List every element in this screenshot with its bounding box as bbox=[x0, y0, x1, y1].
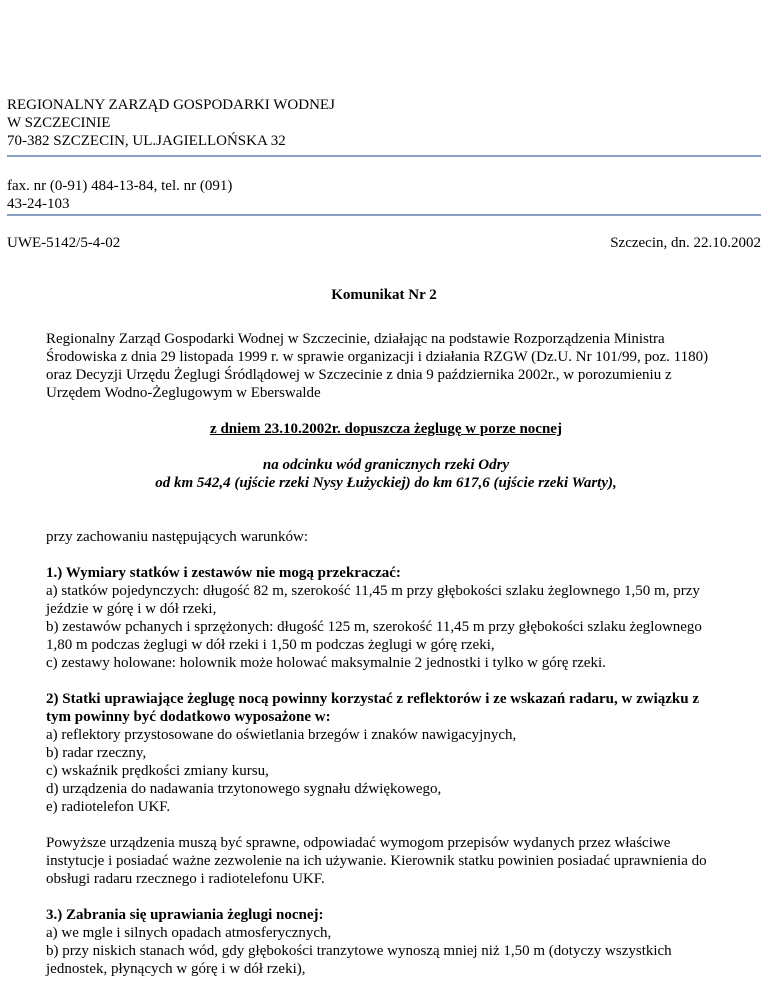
divider-bottom bbox=[7, 214, 761, 216]
reference-number: UWE-5142/5-4-02 bbox=[7, 235, 121, 251]
list-item: a) reflektory przystosowane do oświetlania brzegów i znaków nawigacyjnych, bbox=[46, 727, 517, 743]
list-item: b) zestawów pchanych i sprzężonych: długość 125 m, szerokość 11,45 m przy głębokości szlaku żeglownego 1,80 m podczas żeglugi w dół rzeki i 1,50 m podczas żeglugi w górę rzeki, bbox=[46, 619, 702, 653]
conditions-intro: przy zachowaniu następujących warunków: bbox=[46, 529, 308, 545]
section-heading: 2) Statki uprawiające żeglugę nocą powinny korzystać z reflektorów i ze wskazań radaru, w związku z tym powinny być dodatkowo wyposażone w: bbox=[46, 691, 699, 725]
list-item: c) wskaźnik prędkości zmiany kursu, bbox=[46, 763, 269, 779]
section-heading: 1.) Wymiary statków i zestawów nie mogą przekraczać: bbox=[46, 565, 401, 581]
org-address: 70-382 SZCZECIN, UL.JAGIELLOŃSKA 32 bbox=[7, 133, 286, 149]
section-1 bbox=[46, 564, 726, 672]
org-name: REGIONALNY ZARZĄD GOSPODARKI WODNEJ bbox=[7, 97, 335, 113]
list-item: a) statków pojedynczych: długość 82 m, szerokość 11,45 m przy głębokości szlaku żeglownego 1,50 m, przy jeździe w górę i w dół rzeki, bbox=[46, 583, 700, 617]
fax-line: fax. nr (0-91) 484-13-84, tel. nr (091) bbox=[7, 178, 233, 194]
section-2 bbox=[46, 690, 726, 816]
page-title: Komunikat Nr 2 bbox=[331, 287, 437, 303]
list-item: a) we mgle i silnych opadach atmosferycznych, bbox=[46, 925, 332, 941]
list-item: b) przy niskich stanach wód, gdy głębokości tranzytowe wynoszą mniej niż 1,50 m (dotyczy wszystkich jednostek, płynących w górę i w dół rzeki), bbox=[46, 943, 672, 977]
decision-line: z dniem 23.10.2002r. dopuszcza żeglugę w porze nocnej bbox=[210, 421, 562, 437]
section-heading: 3.) Zabrania się uprawiania żeglugi nocnej: bbox=[46, 907, 324, 923]
intro-paragraph: Regionalny Zarząd Gospodarki Wodnej w Szczecinie, działając na podstawie Rozporządzenia Ministra Środowiska z dnia 29 listopada 1999 r. w sprawie organizacji i działania RZGW (Dz.U. Nr 101/99, poz. 1180) oraz Decyzji Urzędu Żeglugi Śródlądowej w Szczecinie z dnia 9 października 2002r., w porozumieniu z Urzędem Wodno-Żeglugowym w Eberswalde bbox=[46, 331, 709, 401]
divider-top bbox=[7, 155, 761, 157]
river-section-range: od km 542,4 (ujście rzeki Nysy Łużyckiej) do km 617,6 (ujście rzeki Warty), bbox=[155, 475, 617, 491]
org-city: W SZCZECINIE bbox=[7, 115, 111, 131]
river-section bbox=[46, 456, 726, 492]
list-item: d) urządzenia do nadawania trzytonowego sygnału dźwiękowego, bbox=[46, 781, 442, 797]
phone-line: 43-24-103 bbox=[7, 196, 70, 212]
letterhead bbox=[7, 96, 335, 150]
document-body bbox=[46, 330, 726, 978]
list-item: b) radar rzeczny, bbox=[46, 745, 147, 761]
contact-info bbox=[7, 177, 232, 213]
list-item: e) radiotelefon UKF. bbox=[46, 799, 171, 815]
list-item: c) zestawy holowane: holownik może holować maksymalnie 2 jednostki i tylko w górę rzeki. bbox=[46, 655, 606, 671]
place-date: Szczecin, dn. 22.10.2002 bbox=[610, 235, 761, 251]
equipment-note: Powyższe urządzenia muszą być sprawne, odpowiadać wymogom przepisów wydanych przez właściwe instytucje i posiadać ważne zezwolenie na ich używanie. Kierownik statku powinien posiadać uprawnienia do obsługi radaru rzecznego i radiotelefonu UKF. bbox=[46, 835, 707, 887]
section-3 bbox=[46, 906, 726, 978]
river-section-line: na odcinku wód granicznych rzeki Odry bbox=[262, 457, 510, 473]
